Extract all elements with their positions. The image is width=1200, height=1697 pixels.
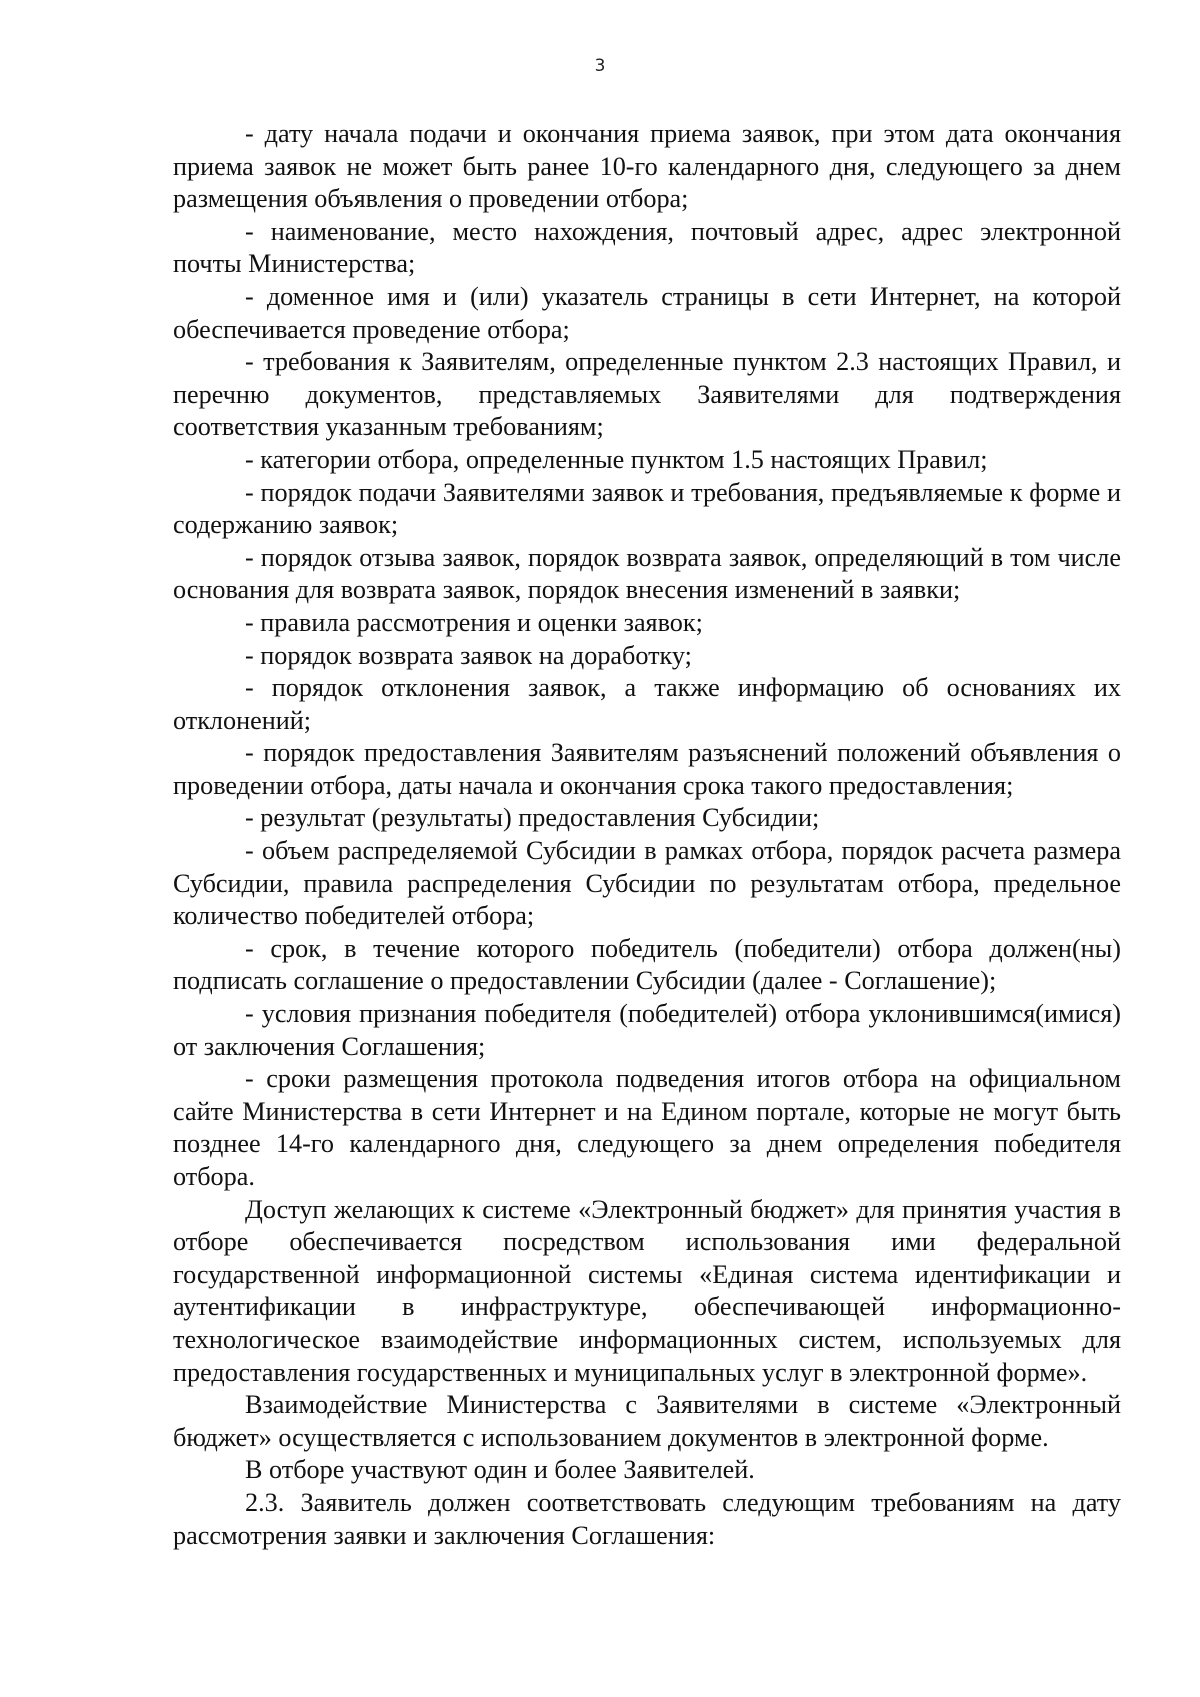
paragraph-selection-categories: - категории отбора, определенные пунктом 1.5 настоящих Правил; [245,444,988,474]
paragraph-domain-name: - доменное имя и (или) указатель страницы в сети Интернет, на которой обеспечивается проведение отбора; [173,281,1121,344]
paragraph-review-rules: - правила рассмотрения и оценки заявок; [245,607,703,637]
paragraph-return-for-revision: - порядок возврата заявок на доработку; [245,640,692,670]
paragraph-section-2-3: 2.3. Заявитель должен соответствовать следующим требованиям на дату рассмотрения заявки и заключения Соглашения: [173,1487,1121,1550]
paragraph-subsidy-volume: - объем распределяемой Субсидии в рамках отбора, порядок расчета размера Субсидии, правила распределения Субсидии по результатам отбора, предельное количество победителей отбора; [173,836,1121,931]
paragraph-withdrawal-procedure: - порядок отзыва заявок, порядок возврата заявок, определяющий в том числе основания для возврата заявок, порядок внесения изменений в заявки; [173,542,1121,605]
paragraph-applicant-requirements: - требования к Заявителям, определенные пунктом 2.3 настоящих Правил, и перечню документов, представляемых Заявителями для подтверждения соответствия указанным требованиям; [173,347,1121,442]
paragraph-electronic-interaction: Взаимодействие Министерства с Заявителями в системе «Электронный бюджет» осуществляется с использованием документов в электронной форме. [173,1390,1121,1452]
paragraph-participants: В отборе участвуют один и более Заявителей. [245,1455,755,1485]
document-body [173,118,1121,1552]
paragraph-submission-procedure: - порядок подачи Заявителями заявок и требования, предъявляемые к форме и содержанию заявок; [173,477,1121,540]
paragraph-ministry-address: - наименование, место нахождения, почтовый адрес, адрес электронной почты Министерства; [173,216,1121,279]
paragraph-date-start-end: - дату начала подачи и окончания приема заявок, при этом дата окончания приема заявок не может быть ранее 10-го календарного дня, следующего за днем размещения объявления о проведении отбора; [173,119,1121,214]
paragraph-agreement-deadline: - срок, в течение которого победитель (победители) отбора должен(ны) подписать соглашение о предоставлении Субсидии (далее - Соглашение); [173,933,1121,996]
page-number: 3 [594,56,606,76]
paragraph-protocol-publication: - сроки размещения протокола подведения итогов отбора на официальном сайте Министерства в сети Интернет и на Едином портале, которые не могут быть позднее 14-го календарного дня, следующего за днем определения победителя отбора. [173,1064,1121,1191]
paragraph-clarification-procedure: - порядок предоставления Заявителям разъяснений положений объявления о проведении отбора, даты начала и окончания срока такого предоставления; [173,738,1121,800]
paragraph-rejection-procedure: - порядок отклонения заявок, а также информацию об основаниях их отклонений; [173,673,1121,735]
paragraph-subsidy-result: - результат (результаты) предоставления Субсидии; [245,803,820,833]
paragraph-evasion-conditions: - условия признания победителя (победителей) отбора уклонившимся(имися) от заключения Соглашения; [173,999,1121,1061]
paragraph-electronic-budget-access: Доступ желающих к системе «Электронный бюджет» для принятия участия в отборе обеспечивается посредством использования ими федеральной государственной информационной системы «Единая система идентификации и аутентификации в инфраструктуре, обеспечивающей информационно-технологическое взаимодействие информационных систем, используемых для предоставления государственных и муниципальных услуг в электронной форме». [173,1194,1121,1387]
